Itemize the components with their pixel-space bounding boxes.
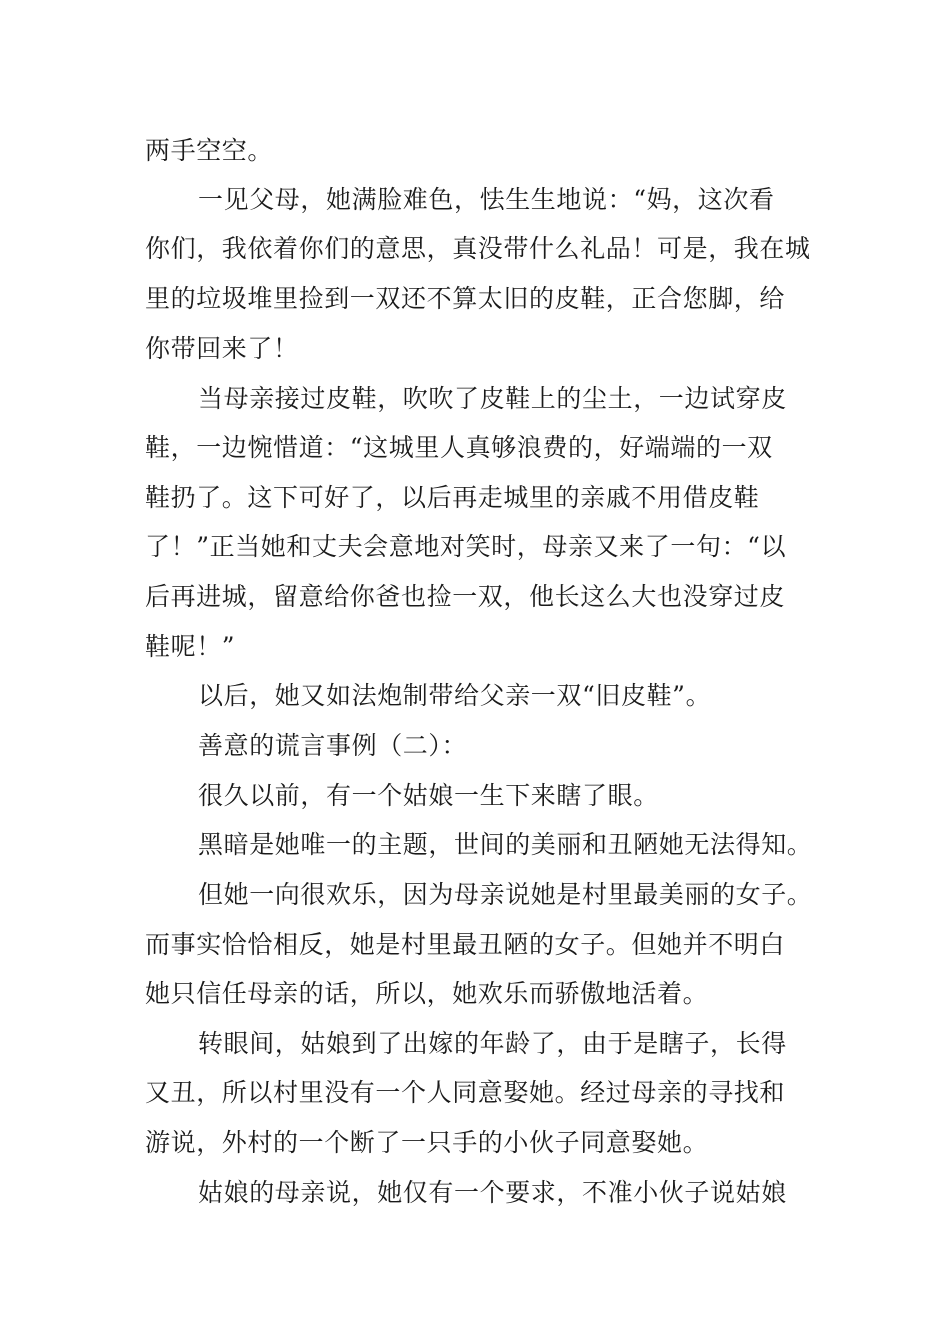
paragraph-line: 黑暗是她唯一的主题，世间的美丽和丑陋她无法得知。 <box>198 830 813 859</box>
text-line: 鞋扔了。这下可好了，以后再走城里的亲戚不用借皮鞋 <box>145 483 760 512</box>
text-line: 游说，外村的一个断了一只手的小伙子同意娶她。 <box>145 1128 709 1157</box>
text-line: 她只信任母亲的话，所以，她欢乐而骄傲地活着。 <box>145 979 709 1008</box>
paragraph-line: 姑娘的母亲说，她仅有一个要求，不准小伙子说姑娘 <box>198 1178 787 1207</box>
paragraph-line: 以后，她又如法炮制带给父亲一双“旧皮鞋”。 <box>198 681 712 710</box>
text-line: 鞋，一边惋惜道：“这城里人真够浪费的，好端端的一双 <box>145 433 773 462</box>
text-line: 两手空空。 <box>145 136 274 165</box>
text-line: 了！”正当她和丈夫会意地对笑时，母亲又来了一句：“以 <box>145 532 787 561</box>
paragraph-line: 转眼间，姑娘到了出嫁的年龄了，由于是瞎子，长得 <box>198 1029 787 1058</box>
paragraph-line: 但她一向很欢乐，因为母亲说她是村里最美丽的女子。 <box>198 880 813 909</box>
paragraph-line: 很久以前，有一个姑娘一生下来瞎了眼。 <box>198 781 659 810</box>
text-line: 里的垃圾堆里捡到一双还不算太旧的皮鞋，正合您脚，给 <box>145 284 786 313</box>
text-line: 又丑，所以村里没有一个人同意娶她。经过母亲的寻找和 <box>145 1078 786 1107</box>
text-line: 你们，我依着你们的意思，真没带什么礼品！可是，我在城 <box>145 234 811 263</box>
text-line: 你带回来了！ <box>145 334 299 363</box>
section-heading: 善意的谎言事例（二）： <box>198 731 468 760</box>
paragraph-line: 当母亲接过皮鞋，吹吹了皮鞋上的尘土，一边试穿皮 <box>198 384 787 413</box>
text-line: 鞋呢！” <box>145 632 236 661</box>
paragraph-line: 一见父母，她满脸难色，怯生生地说：“妈，这次看 <box>198 185 775 214</box>
text-line: 而事实恰恰相反，她是村里最丑陋的女子。但她并不明白 <box>145 930 786 959</box>
text-line: 后再进城，留意给你爸也捡一双，他长这么大也没穿过皮 <box>145 582 786 611</box>
